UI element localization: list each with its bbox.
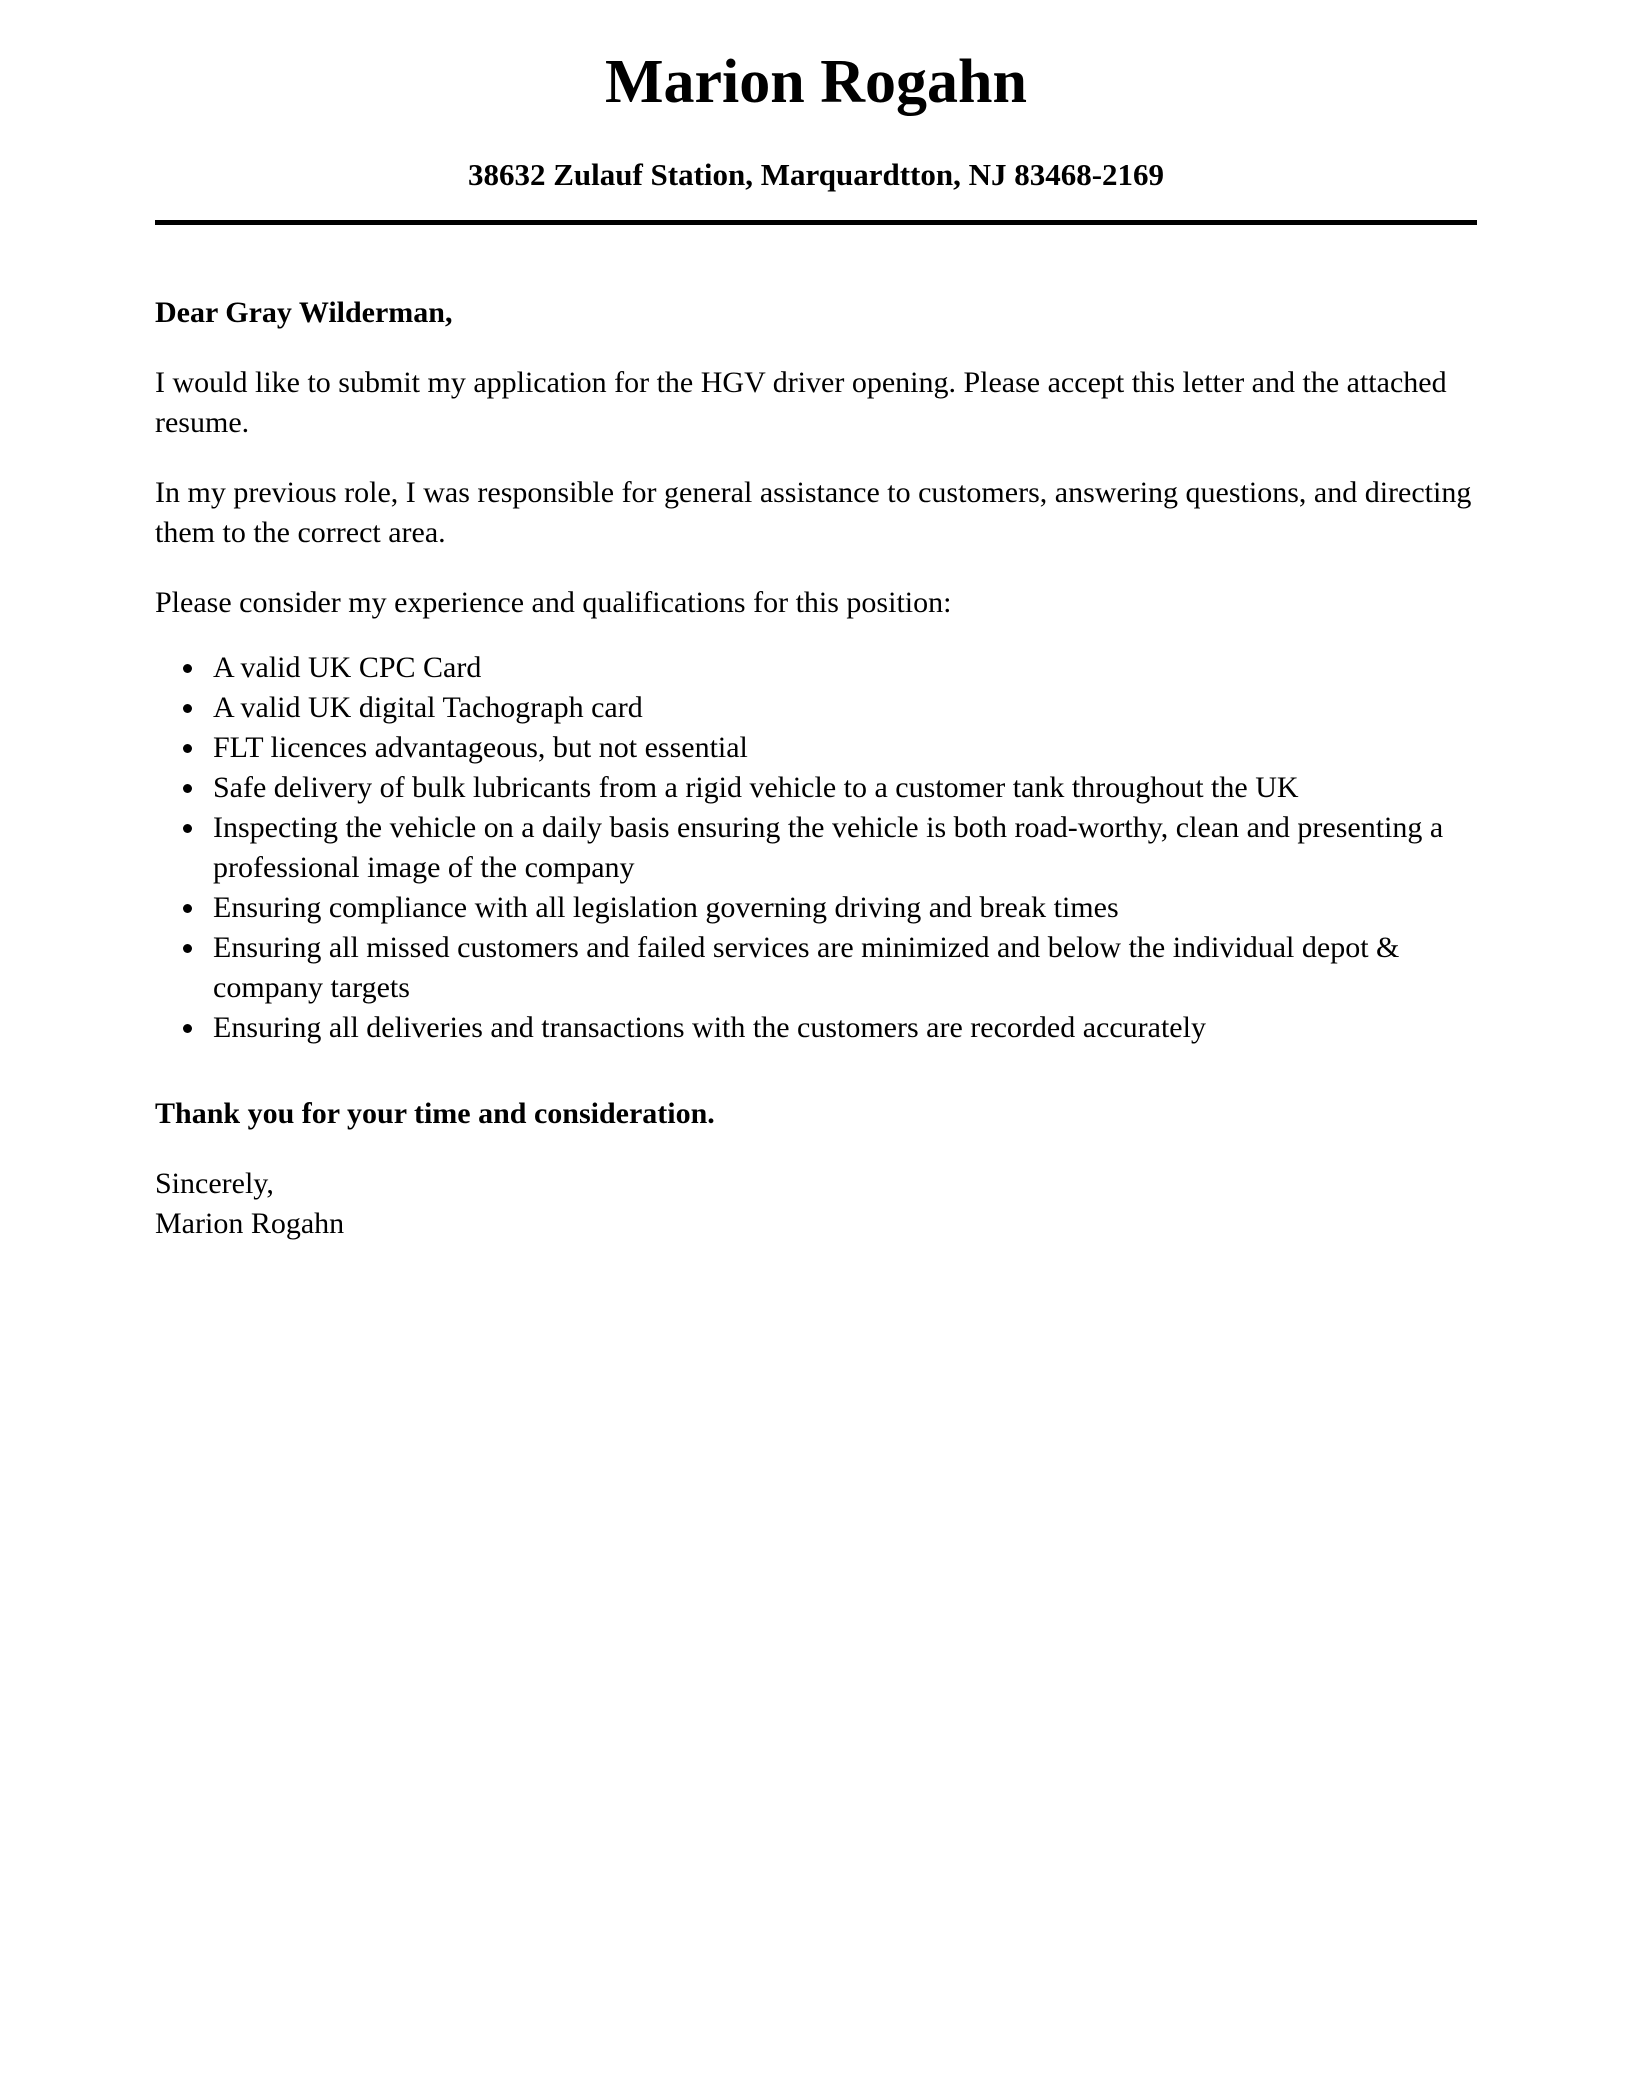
- bullet-item: • A valid UK digital Tachograph card: [207, 688, 1477, 728]
- salutation: Dear Gray Wilderman,: [155, 296, 453, 329]
- bullet-item: • Ensuring all deliveries and transactions with the customers are recorded accurately: [207, 1008, 1477, 1048]
- paragraph-intro: I would like to submit my application for the HGV driver opening. Please accept this letter and the attached resume.: [155, 366, 1447, 439]
- paragraph-previous-role: In my previous role, I was responsible for general assistance to customers, answering questions, and directing them to the correct area.: [155, 476, 1472, 549]
- closing-line: Thank you for your time and consideration.: [155, 1097, 715, 1130]
- letter-author-name: Marion Rogahn: [605, 48, 1027, 116]
- letter-author-address: 38632 Zulauf Station, Marquardtton, NJ 83468-2169: [467, 157, 1165, 192]
- signature-name: Marion Rogahn: [155, 1207, 345, 1240]
- signoff-word: Sincerely,: [155, 1167, 274, 1200]
- paragraph-consider: Please consider my experience and qualifications for this position:: [155, 586, 952, 619]
- bullet-item: • Ensuring compliance with all legislation governing driving and break times: [207, 888, 1477, 928]
- bullet-item: • Safe delivery of bulk lubricants from a rigid vehicle to a customer tank throughout the UK: [207, 768, 1477, 808]
- bullet-item: • A valid UK CPC Card: [207, 648, 1477, 688]
- bullet-item: • Inspecting the vehicle on a daily basis ensuring the vehicle is both road-worthy, clean and presenting a professional image of the company: [207, 808, 1477, 888]
- bullet-item: • FLT licences advantageous, but not essential: [207, 728, 1477, 768]
- qualifications-list: [155, 648, 1477, 1048]
- bullet-item: • Ensuring all missed customers and failed services are minimized and below the individual depot & company targets: [207, 928, 1477, 1008]
- signoff-block: [155, 1164, 1477, 1244]
- header-divider: [155, 220, 1477, 225]
